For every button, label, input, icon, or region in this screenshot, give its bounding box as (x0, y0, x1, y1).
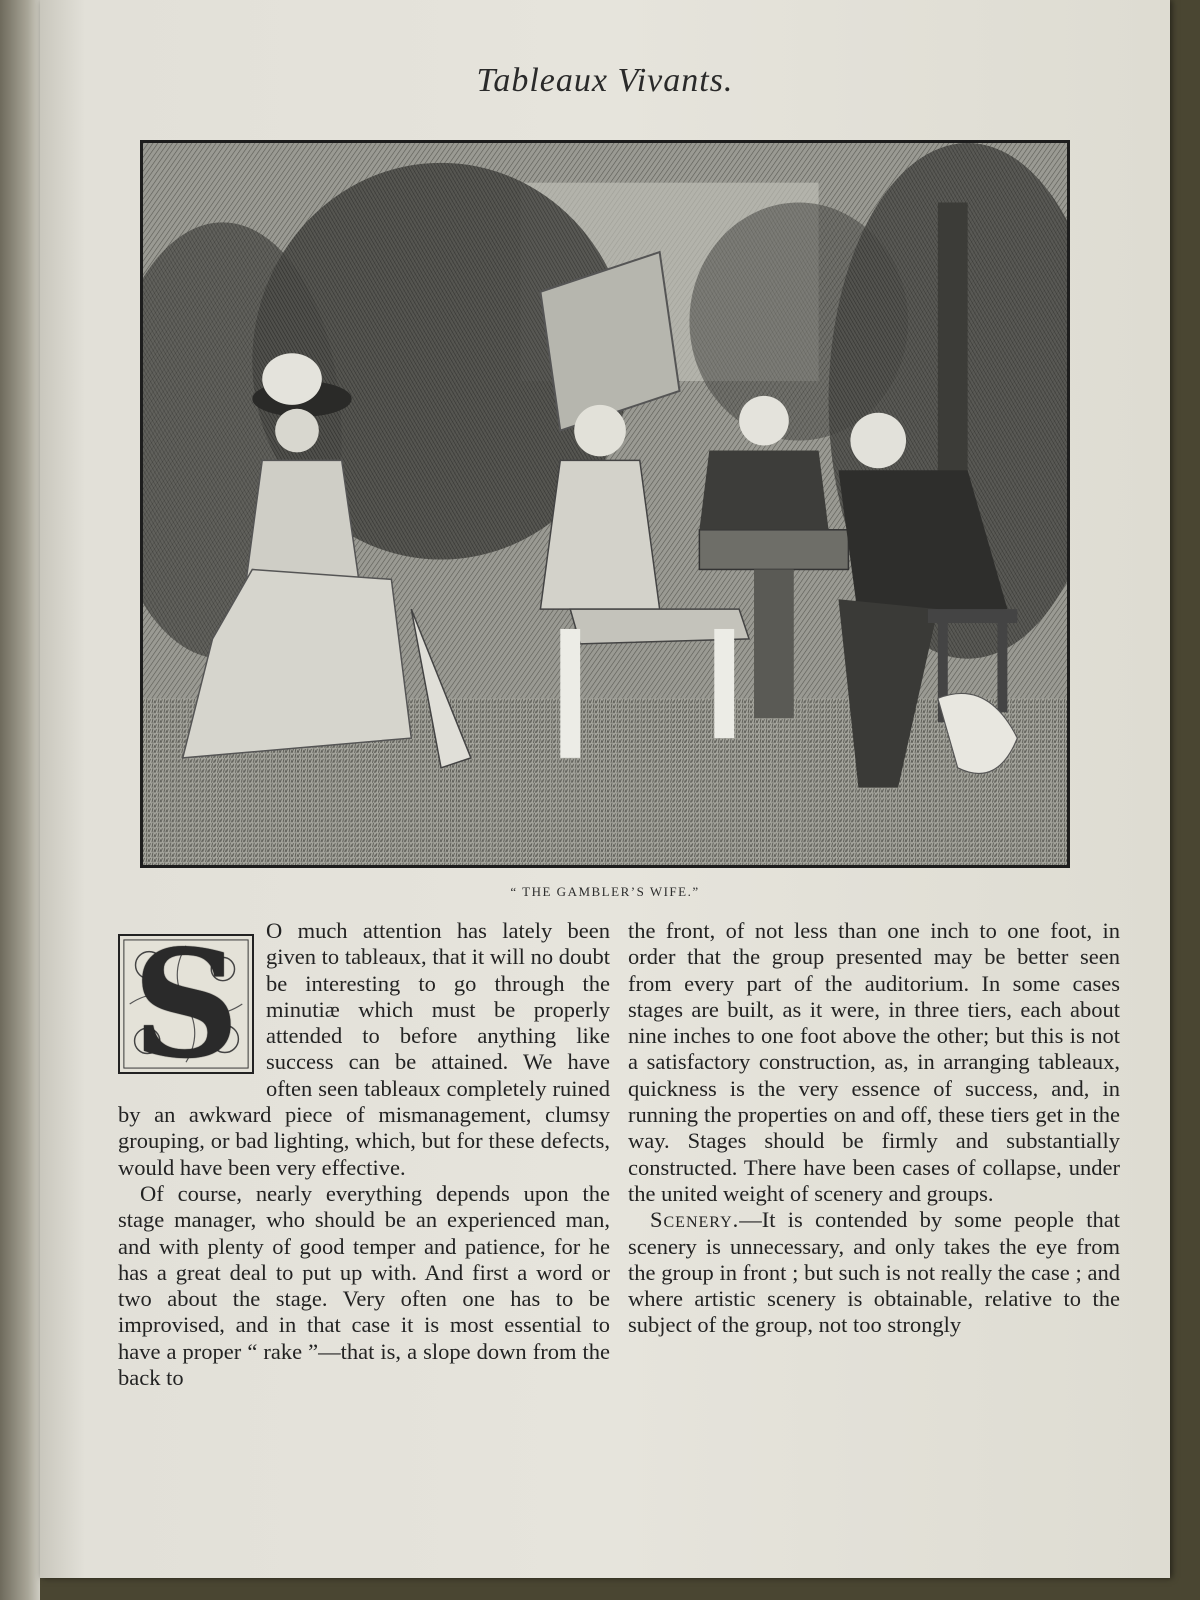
paragraph-scenery-text: —It is contended by some people that scenery is unnecessary, and only takes the eye from the group in front ; but such is not really the case ; and where artistic scenery is obtainable, relative to the subject of the group, not too strongly (628, 1207, 1120, 1338)
paragraph-stage-construction: the front, of not less than one inch to one foot, in order that the group presented may be better seen from every part of the auditorium. In some cases stages are built, as it were, in three tiers, each about nine inches to one foot above the other; but this is not a satisfactory construction, as, in arranging tableaux, quickness is the very essence of success, and, in running the properties on and off, these tiers get in the way. Stages should be firmly and substantially constructed. There have been cases of collapse, under the united weight of scenery and groups. (628, 918, 1120, 1206)
text-column-left (118, 918, 610, 1391)
engraving-scene (143, 143, 1067, 865)
drop-cap-letter: S (132, 917, 240, 1091)
book-gutter (0, 0, 40, 1600)
paragraph-stage-manager: Of course, nearly everything depends upon the stage manager, who should be an experienced man, and with plenty of good temper and patience, for he has a great deal to put up with. And first a word or two about the stage. Very often one has to be improvised, and in that case it is most essential to have a proper “ rake ”—that is, a slope down from the back to (118, 1180, 610, 1391)
section-heading-scenery: Scenery. (650, 1207, 740, 1233)
ornamental-drop-cap (118, 917, 254, 1091)
running-head: Tableaux Vivants. (476, 62, 734, 99)
paragraph-intro: O much attention has lately been given to tableaux, that it will no doubt be interesting to go through the minutiæ which must be properly attended to before anything like success can be attained. We have often seen tableaux completely ruined by an awkward piece of mismanagement, clumsy grouping, or bad lighting, which, but for these defects, would have been very effective. (118, 918, 610, 1180)
text-column-right (628, 918, 1120, 1339)
illustration-caption: “ THE GAMBLER’S WIFE.” (510, 884, 700, 899)
paragraph-scenery (628, 1207, 1120, 1338)
book-page (40, 0, 1170, 1578)
engraving-illustration (140, 140, 1070, 868)
